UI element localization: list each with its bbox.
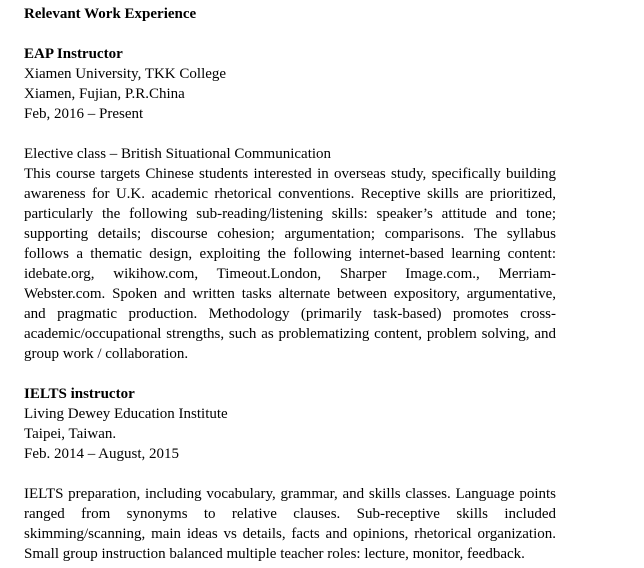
job-dates: Feb, 2016 – Present bbox=[24, 106, 144, 122]
job-title: IELTS instructor bbox=[24, 386, 135, 402]
job-location: Xiamen, Fujian, P.R.China bbox=[24, 86, 185, 102]
job-employer: Xiamen University, TKK College bbox=[24, 66, 227, 82]
job-entry-eap bbox=[24, 44, 556, 364]
job-employer: Living Dewey Education Institute bbox=[24, 406, 228, 422]
description-line: Webster.com. Spoken and written tasks alternate between expository, argumentative, bbox=[24, 286, 556, 302]
description-line: group work / collaboration. bbox=[24, 346, 189, 362]
description-line: particularly the following sub-reading/listening skills: speaker’s attitude and tone; bbox=[24, 206, 556, 222]
description-line: skimming/scanning, main ideas vs details, facts and opinions, rhetorical organization. bbox=[24, 526, 556, 542]
spacer bbox=[24, 24, 556, 44]
description-line: and pragmatic production. Methodology (primarily task-based) promotes cross- bbox=[24, 306, 556, 322]
job-entry-ielts bbox=[24, 384, 556, 564]
job-title: EAP Instructor bbox=[24, 46, 123, 62]
job-description bbox=[24, 164, 556, 364]
description-line: Small group instruction balanced multiple teacher roles: lecture, monitor, feedback. bbox=[24, 546, 525, 562]
description-line: follows a thematic design, exploiting the following internet-based learning content: bbox=[24, 246, 556, 262]
spacer bbox=[24, 364, 556, 384]
job-dates: Feb. 2014 – August, 2015 bbox=[24, 446, 180, 462]
spacer bbox=[24, 464, 556, 484]
description-line: supporting details; discourse cohesion; argumentation; comparisons. The syllabus bbox=[24, 226, 556, 242]
course-name: Elective class – British Situational Communication bbox=[24, 146, 332, 162]
description-line: awareness for U.K. academic rhetorical conventions. Receptive skills are prioritized, bbox=[24, 186, 556, 202]
description-line: IELTS preparation, including vocabulary, grammar, and skills classes. Language points bbox=[24, 486, 556, 502]
resume-document bbox=[24, 4, 556, 564]
spacer bbox=[24, 124, 556, 144]
job-location: Taipei, Taiwan. bbox=[24, 426, 117, 442]
job-description bbox=[24, 484, 556, 564]
description-line: idebate.org, wikihow.com, Timeout.London, Sharper Image.com., Merriam- bbox=[24, 266, 556, 282]
description-line: academic/occupational strengths, such as problematizing content, problem solving, and bbox=[24, 326, 556, 342]
description-line: This course targets Chinese students interested in overseas study, specifically building bbox=[24, 166, 556, 182]
section-heading: Relevant Work Experience bbox=[24, 6, 197, 22]
description-line: ranged from synonyms to relative clauses. Sub-receptive skills included bbox=[24, 506, 556, 522]
